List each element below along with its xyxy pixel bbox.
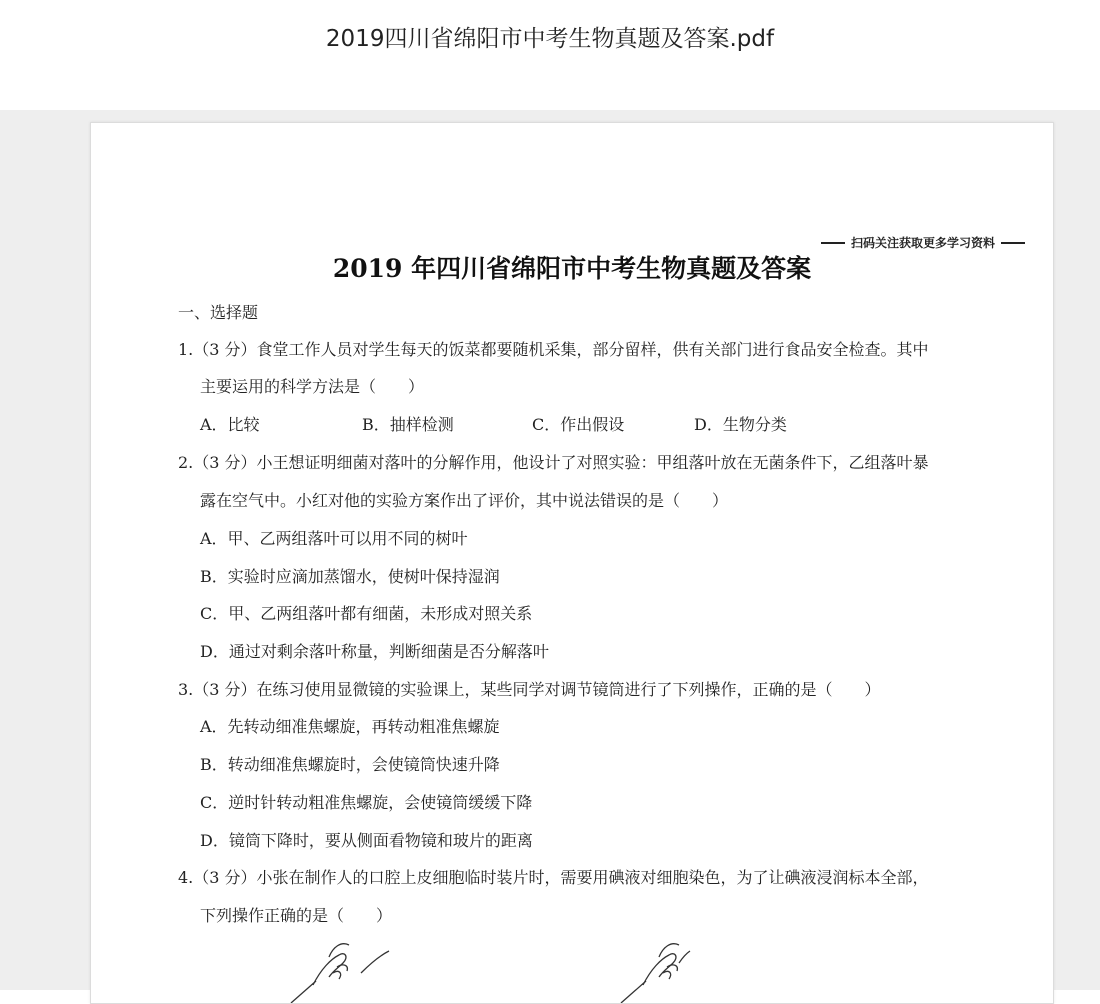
page-heading: 2019 年四川省绵阳市中考生物真题及答案 — [332, 254, 812, 283]
question-2-option-b: B．实验时应滴加蒸馏水，使树叶保持湿润 — [200, 567, 500, 586]
question-2-line-2: 露在空气中。小红对他的实验方案作出了评价，其中说法错误的是（ ） — [200, 491, 729, 510]
question-3-option-b: B．转动细准焦螺旋时，会使镜筒快速升降 — [200, 755, 500, 774]
question-3-line-1: 3.（3 分）在练习使用显微镜的实验课上，某些同学对调节镜筒进行了下列操作，正确的是（ ） — [178, 680, 881, 699]
question-2-option-d: D．通过对剩余落叶称量，判断细菌是否分解落叶 — [200, 642, 549, 661]
question-1-option-a: A．比较 — [200, 415, 260, 434]
question-4-figure — [221, 933, 691, 1003]
question-3-option-d: D．镜筒下降时，要从侧面看物镜和玻片的距离 — [200, 831, 533, 850]
banner-right-rule — [1001, 242, 1025, 244]
section-title: 一、选择题 — [178, 303, 259, 322]
question-2-option-a: A．甲、乙两组落叶可以用不同的树叶 — [200, 529, 468, 548]
pdf-page — [90, 122, 1054, 1004]
banner-left-rule — [821, 242, 845, 244]
document-title: 2019四川省绵阳市中考生物真题及答案.pdf — [325, 26, 775, 52]
question-1-options — [200, 412, 787, 435]
question-1-line-1: 1.（3 分）食堂工作人员对学生每天的饭菜都要随机采集，部分留样，供有关部门进行食品安全检查。其中 — [178, 340, 929, 359]
dropper-hand-illustration-2 — [621, 944, 690, 1003]
dropper-hand-illustration-1 — [291, 944, 389, 1003]
pdf-viewer[interactable] — [0, 110, 1100, 990]
question-2-line-1: 2.（3 分）小王想证明细菌对落叶的分解作用，他设计了对照实验：甲组落叶放在无菌条件下，乙组落叶暴 — [178, 453, 929, 472]
question-2-option-c: C．甲、乙两组落叶都有细菌，未形成对照关系 — [200, 604, 533, 623]
banner-text: 扫码关注获取更多学习资料 — [850, 236, 995, 250]
question-3-option-c: C．逆时针转动粗准焦螺旋，会使镜筒缓缓下降 — [200, 793, 533, 812]
question-1-line-2: 主要运用的科学方法是（ ） — [200, 377, 425, 396]
question-4-line-2: 下列操作正确的是（ ） — [200, 906, 393, 925]
question-4-line-1: 4.（3 分）小张在制作人的口腔上皮细胞临时装片时，需要用碘液对细胞染色，为了让碘液浸润标本全部， — [178, 868, 929, 887]
question-1-option-c: C．作出假设 — [532, 415, 625, 434]
question-1-option-d: D．生物分类 — [694, 415, 787, 434]
question-1-option-b: B．抽样检测 — [362, 415, 454, 434]
question-3-option-a: A．先转动细准焦螺旋，再转动粗准焦螺旋 — [200, 717, 500, 736]
title-bar — [0, 0, 1100, 110]
